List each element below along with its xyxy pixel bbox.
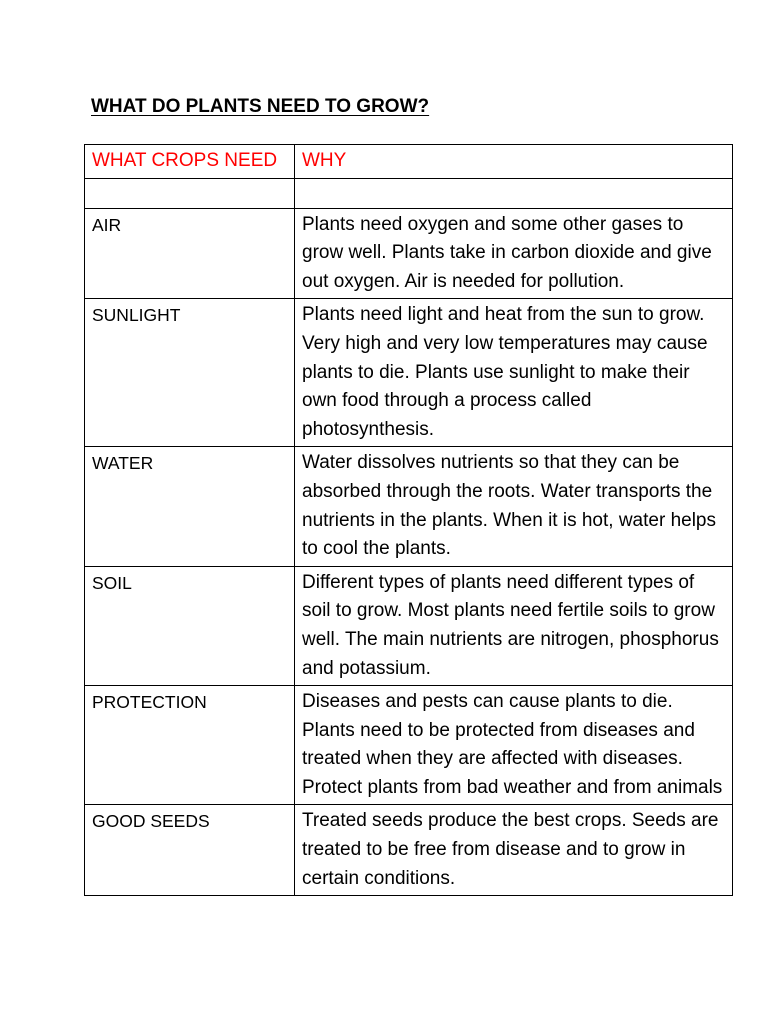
table-row [85,299,733,447]
why-cell: Water dissolves nutrients so that they can be absorbed through the roots. Water transports the nutrients in the plants. When it is hot, water helps to cool the plants. [295,447,733,566]
why-cell: Plants need oxygen and some other gases to grow well. Plants take in carbon dioxide and give out oxygen. Air is needed for pollution. [295,208,733,299]
table-header-row [85,145,733,179]
why-cell: Treated seeds produce the best crops. Seeds are treated to be free from disease and to grow in certain conditions. [295,805,733,896]
need-cell: PROTECTION [85,686,295,805]
need-cell: AIR [85,208,295,299]
table-row [85,447,733,566]
need-cell: WATER [85,447,295,566]
page-title: WHAT DO PLANTS NEED TO GROW? [91,96,430,117]
table-row [85,686,733,805]
need-cell: SUNLIGHT [85,299,295,447]
blank-cell [85,178,295,208]
why-cell: Diseases and pests can cause plants to die. Plants need to be protected from diseases and treated when they are affected with diseases. Protect plants from bad weather and from animals [295,686,733,805]
need-cell: GOOD SEEDS [85,805,295,896]
why-cell: Different types of plants need different types of soil to grow. Most plants need fertile soils to grow well. The main nutrients are nitrogen, phosphorus and potassium. [295,566,733,685]
why-cell: Plants need light and heat from the sun to grow. Very high and very low temperatures may cause plants to die. Plants use sunlight to make their own food through a process called photosynthesis. [295,299,733,447]
need-cell: SOIL [85,566,295,685]
table-row [85,805,733,896]
table-row [85,208,733,299]
table-blank-row [85,178,733,208]
table-row [85,566,733,685]
blank-cell [295,178,733,208]
crops-needs-table [84,144,733,896]
column-header-why: WHY [295,145,733,179]
column-header-what-crops-need: WHAT CROPS NEED [85,145,295,179]
